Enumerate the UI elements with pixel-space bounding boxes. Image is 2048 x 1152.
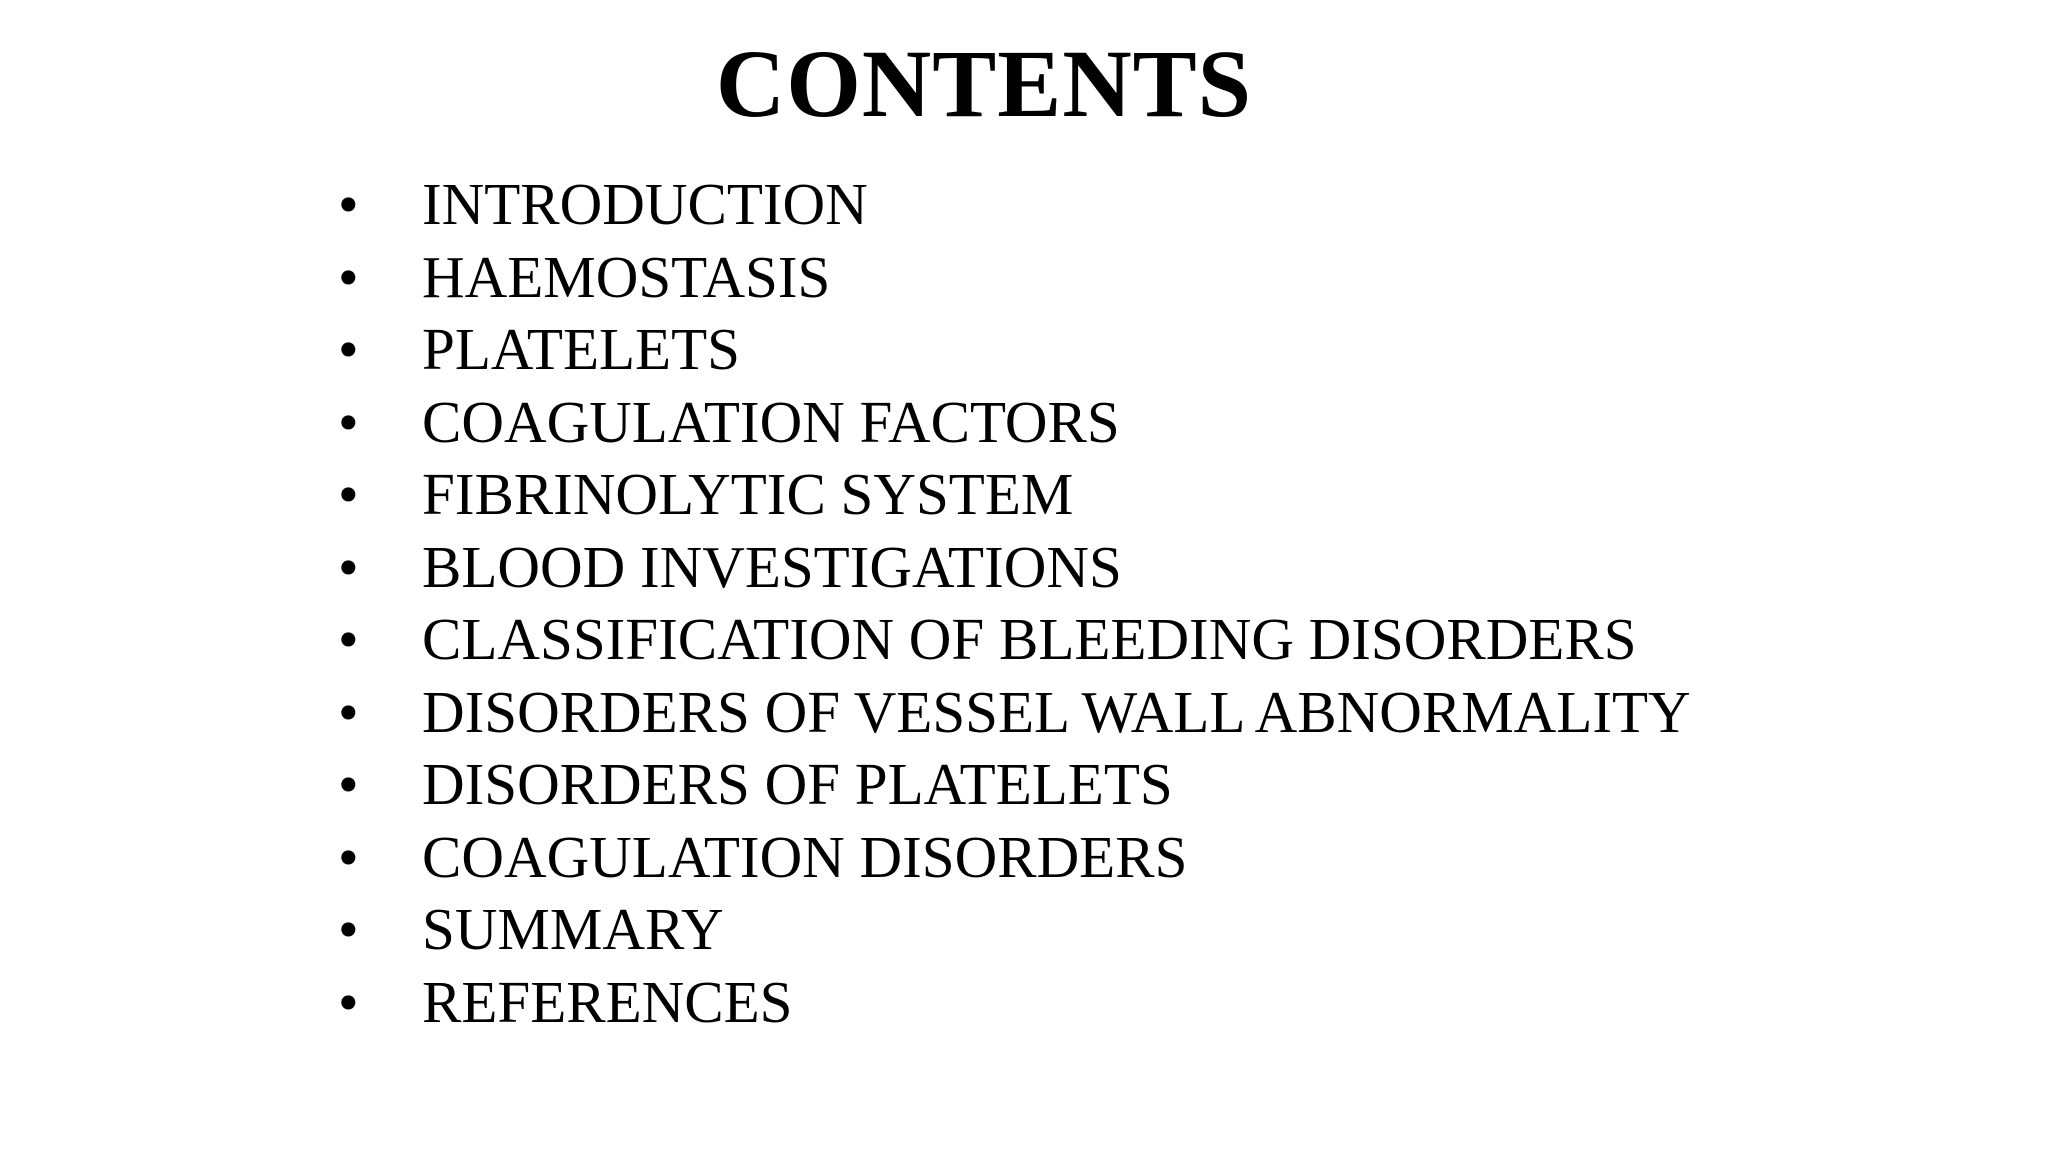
- list-item-label: COAGULATION FACTORS: [422, 388, 1120, 455]
- bullet-icon: •: [338, 896, 359, 962]
- list-item: [338, 168, 1691, 241]
- list-item-label: DISORDERS OF VESSEL WALL ABNORMALITY: [422, 678, 1691, 745]
- bullet-icon: •: [338, 388, 359, 455]
- list-item-label: CLASSIFICATION OF BLEEDING DISORDERS: [422, 606, 1637, 672]
- bullet-icon: •: [338, 533, 359, 600]
- list-item-label: HAEMOSTASIS: [422, 243, 831, 310]
- bullet-icon: •: [338, 678, 359, 745]
- slide-title: CONTENTS: [715, 30, 1253, 137]
- bullet-icon: •: [338, 606, 359, 672]
- list-item: [338, 966, 1691, 1039]
- bullet-icon: •: [338, 171, 359, 237]
- list-item: [338, 821, 1691, 894]
- list-item-label: REFERENCES: [422, 968, 793, 1035]
- list-item-label: COAGULATION DISORDERS: [422, 823, 1188, 890]
- bullet-icon: •: [338, 751, 359, 817]
- bullet-icon: •: [338, 243, 359, 310]
- list-item-label: SUMMARY: [422, 896, 724, 962]
- list-item-label: BLOOD INVESTIGATIONS: [422, 533, 1122, 600]
- list-item-label: DISORDERS OF PLATELETS: [422, 751, 1173, 817]
- list-item: [338, 458, 1691, 531]
- bullet-icon: •: [338, 823, 359, 890]
- list-item: [338, 748, 1691, 821]
- list-item: [338, 531, 1691, 604]
- list-item: [338, 313, 1691, 386]
- list-item-label: PLATELETS: [422, 316, 740, 382]
- list-item: [338, 676, 1691, 749]
- list-item: [338, 386, 1691, 459]
- list-item: [338, 603, 1691, 676]
- list-item: [338, 241, 1691, 314]
- bullet-icon: •: [338, 461, 359, 527]
- bullet-icon: •: [338, 316, 359, 382]
- list-item-label: FIBRINOLYTIC SYSTEM: [422, 461, 1074, 527]
- bullet-icon: •: [338, 968, 359, 1035]
- contents-list: [338, 168, 1691, 1038]
- list-item: [338, 893, 1691, 966]
- list-item-label: INTRODUCTION: [422, 171, 868, 237]
